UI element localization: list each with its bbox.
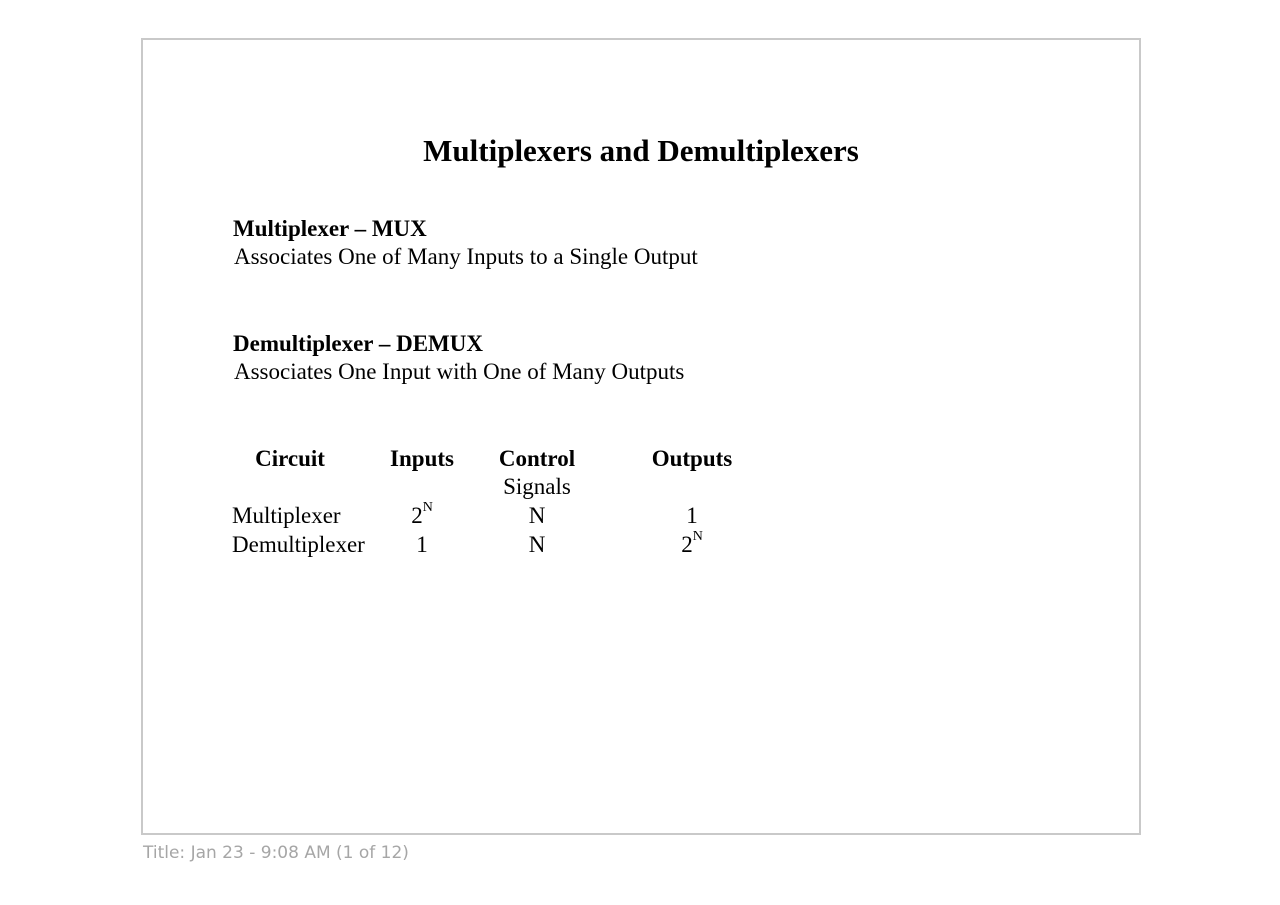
value-base: 2 — [681, 532, 693, 557]
row-demultiplexer-control: N — [528, 532, 546, 557]
header-control-sub: Signals — [503, 474, 571, 499]
value-base: 1 — [686, 503, 698, 528]
header-circuit: Circuit — [255, 446, 325, 471]
demux-description: Associates One Input with One of Many Outputs — [234, 359, 685, 384]
value-exponent: N — [692, 529, 703, 545]
header-outputs: Outputs — [651, 446, 733, 471]
demux-heading: Demultiplexer – DEMUX — [233, 331, 483, 356]
row-multiplexer-outputs — [637, 502, 747, 530]
row-demultiplexer-inputs — [377, 531, 467, 559]
slide-title: Multiplexers and Demultiplexers — [423, 133, 859, 168]
row-demultiplexer-circuit: Demultiplexer — [232, 532, 365, 557]
row-multiplexer-inputs — [377, 502, 467, 530]
value-exponent: N — [422, 500, 433, 516]
mux-heading: Multiplexer – MUX — [233, 216, 427, 241]
row-multiplexer-circuit: Multiplexer — [232, 503, 341, 528]
row-multiplexer-control: N — [528, 503, 546, 528]
value-base: 1 — [416, 532, 428, 557]
header-control: Control — [498, 446, 576, 471]
value-base: 2 — [411, 503, 423, 528]
slide-caption: Title: Jan 23 - 9:08 AM (1 of 12) — [143, 843, 409, 863]
header-inputs: Inputs — [390, 446, 454, 471]
row-demultiplexer-outputs — [637, 531, 747, 559]
slide-frame — [141, 38, 1141, 835]
mux-description: Associates One of Many Inputs to a Single Output — [234, 244, 698, 269]
